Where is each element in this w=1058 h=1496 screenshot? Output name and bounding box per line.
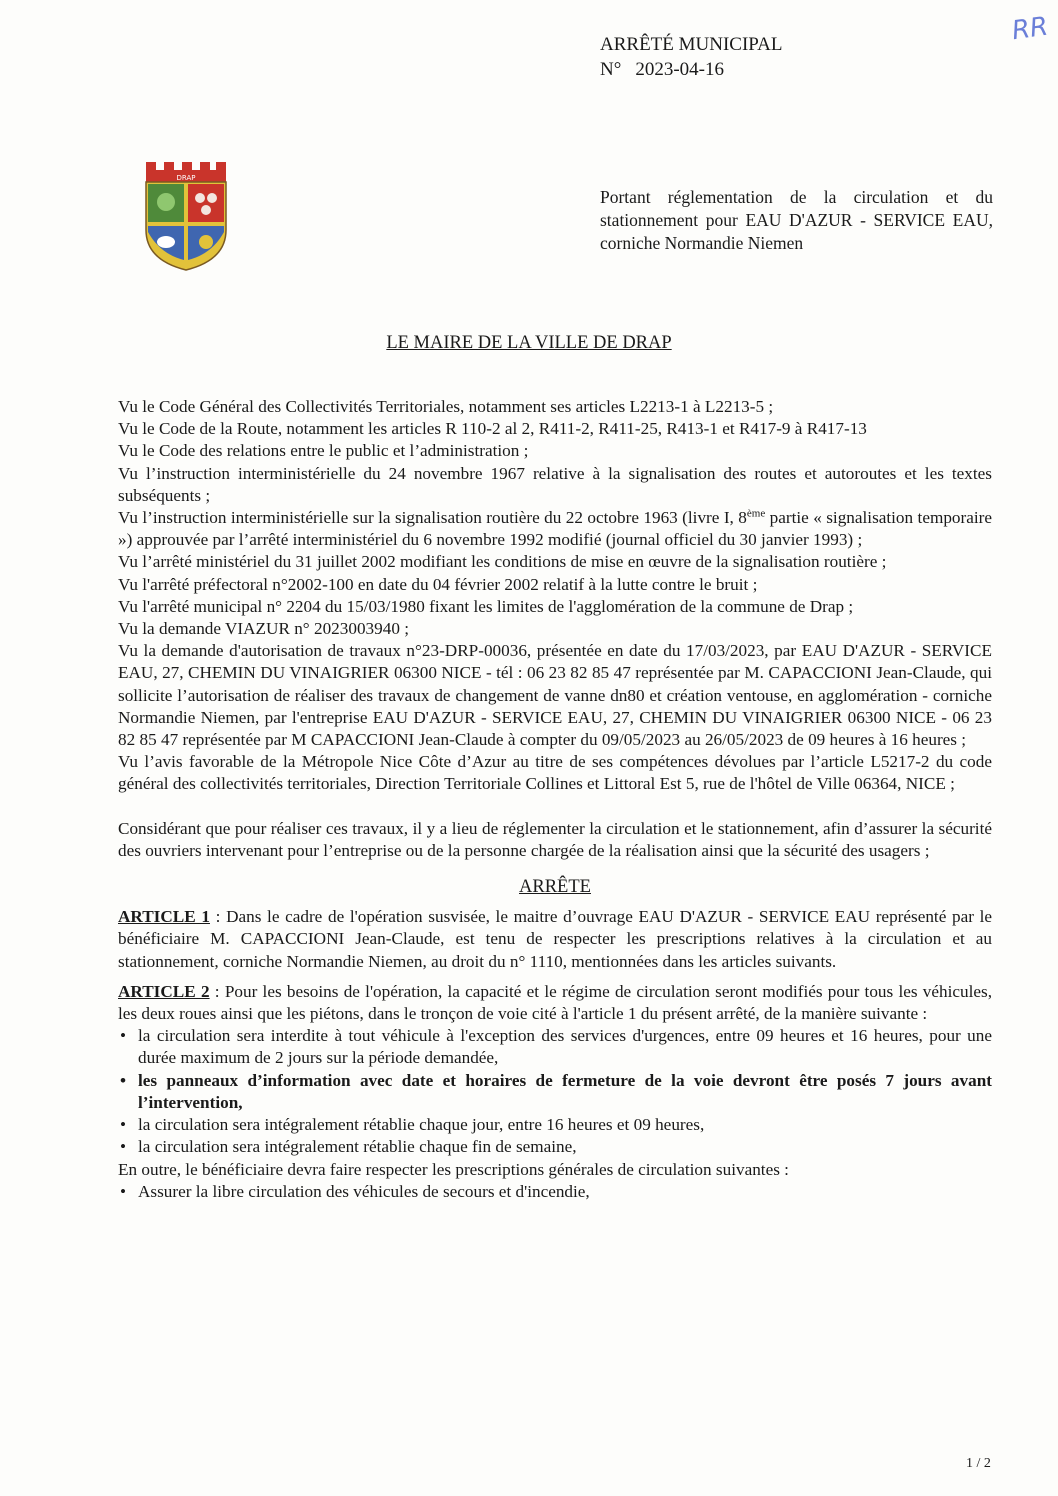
decree-header	[600, 32, 782, 82]
considerant-clause: Considérant que pour réaliser ces travaux, il y a lieu de réglementer la circulation et le stationnement, afin d’assurer la sécurité des ouvriers intervenant pour l’entreprise ou de la personne chargée de la réalisation ainsi que la sécurité des usagers ;	[118, 818, 992, 860]
vu-clause: Vu l’avis favorable de la Métropole Nice Côte d’Azur au titre de ses compétences dévolues par l’article L5217-2 du code général des collectivités territoriales, Direction Territoriale Collines et Littoral Est 5, rue de l'hôtel de Ville 06364, NICE ;	[118, 752, 992, 794]
list-item: • la circulation sera intégralement rétablie chaque jour, entre 16 heures et 09 heures,	[118, 1114, 992, 1136]
decree-body	[118, 396, 992, 1203]
list-item: • Assurer la libre circulation des véhicules de secours et d'incendie,	[118, 1181, 992, 1203]
decree-subject: Portant réglementation de la circulation et du stationnement pour EAU D'AZUR - SERVICE EAU, corniche Normandie Niemen	[600, 187, 993, 253]
vu-clause: Vu la demande d'autorisation de travaux n°23-DRP-00036, présentée en date du 17/03/2023, par EAU D'AZUR - SERVICE EAU, 27, CHEMIN DU VINAIGRIER 06300 NICE - tél : 06 23 82 85 47 représentée par M. CAPACCIONI Jean-Claude, qui sollicite l’autorisation de réaliser des travaux de changement de vanne dn80 et création ventouse, en agglomération - corniche Normandie Niemen, par l'entreprise EAU D'AZUR - SERVICE EAU, 27, CHEMIN DU VINAIGRIER 06300 NICE - 06 23 82 85 47 représentée par M CAPACCIONI Jean-Claude à compter du 09/05/2023 au 26/05/2023 de 09 heures à 16 heures ;	[118, 641, 992, 750]
authority-title: LE MAIRE DE LA VILLE DE DRAP	[386, 333, 672, 353]
article-2-label: ARTICLE 2	[118, 981, 210, 1001]
article-1: ARTICLE 1 : Dans le cadre de l'opération susvisée, le maitre d’ouvrage EAU D'AZUR - SERVICE EAU représenté par le bénéficiaire M. CAPACCIONI Jean-Claude, est tenu de respecter les prescriptions relatives à la circulation et au stationnement, corniche Normandie Niemen, au droit du n° 1110, mentionnées dans les articles suivants.	[118, 907, 992, 971]
article-2-list	[118, 1025, 992, 1158]
en-outre-clause: En outre, le bénéficiaire devra faire respecter les prescriptions générales de circulation suivantes :	[118, 1159, 789, 1179]
list-item: • la circulation sera interdite à tout véhicule à l'exception des services d'urgences, entre 09 heures et 16 heures, pour une durée maximum de 2 jours sur la période demandée,	[118, 1025, 992, 1069]
vu-clause: Vu l'arrêté préfectoral n°2002-100 en date du 04 février 2002 relatif à la lutte contre le bruit ;	[118, 574, 758, 594]
vu-clause: Vu le Code des relations entre le public et l’administration ;	[118, 441, 529, 461]
article-2: ARTICLE 2 : Pour les besoins de l'opération, la capacité et le régime de circulation seront modifiés pour tous les véhicules, les deux roues ainsi que les piétons, dans le tronçon de voie cité à l'article 1 du présent arrêté, de la manière suivante :	[118, 981, 993, 1024]
article-1-label: ARTICLE 1	[118, 907, 210, 927]
vu-clause: Vu le Code de la Route, notamment les articles R 110-2 al 2, R411-2, R411-25, R413-1 et R417-9 à R417-13	[118, 419, 867, 439]
list-item: • les panneaux d’information avec date et horaires de fermeture de la voie devront être posés 7 jours avant l’intervention,	[118, 1070, 992, 1114]
vu-clause: Vu l’instruction interministérielle du 24 novembre 1967 relative à la signalisation des routes et autoroutes et les textes subséquents ;	[118, 463, 992, 505]
vu-clause: Vu l’arrêté ministériel du 31 juillet 2002 modifiant les conditions de mise en œuvre de la signalisation routière ;	[118, 552, 887, 572]
list-item: • la circulation sera intégralement rétablie chaque fin de semaine,	[118, 1136, 992, 1158]
page-number: 1 / 2	[966, 1456, 991, 1471]
crest-banner: DRAP	[176, 174, 196, 182]
vu-clause: Vu le Code Général des Collectivités Territoriales, notamment ses articles L2213-1 à L2213-5 ;	[118, 397, 774, 416]
decree-type: ARRÊTÉ MUNICIPAL	[600, 34, 783, 55]
general-prescriptions-list	[118, 1181, 992, 1203]
drap-coat-of-arms-icon	[140, 160, 232, 272]
vu-clause: Vu l’instruction interministérielle sur la signalisation routière du 22 octobre 1963 (livre I, 8ème partie « signalisation temporaire ») approuvée par l’arrêté interministériel du 6 novembre 1992 modifié (journal officiel du 30 janvier 1993) ;	[118, 507, 992, 550]
vu-clause: Vu la demande VIAZUR n° 2023003940 ;	[118, 619, 409, 639]
handwritten-initials: RR	[1010, 11, 1051, 47]
decree-number	[600, 57, 782, 82]
arrete-heading: ARRÊTE	[519, 877, 591, 898]
decree-number-value: 2023-04-16	[635, 59, 724, 80]
decree-number-label: N°	[600, 59, 622, 80]
vu-clause: Vu l'arrêté municipal n° 2204 du 15/03/1980 fixant les limites de l'agglomération de la commune de Drap ;	[118, 596, 854, 616]
